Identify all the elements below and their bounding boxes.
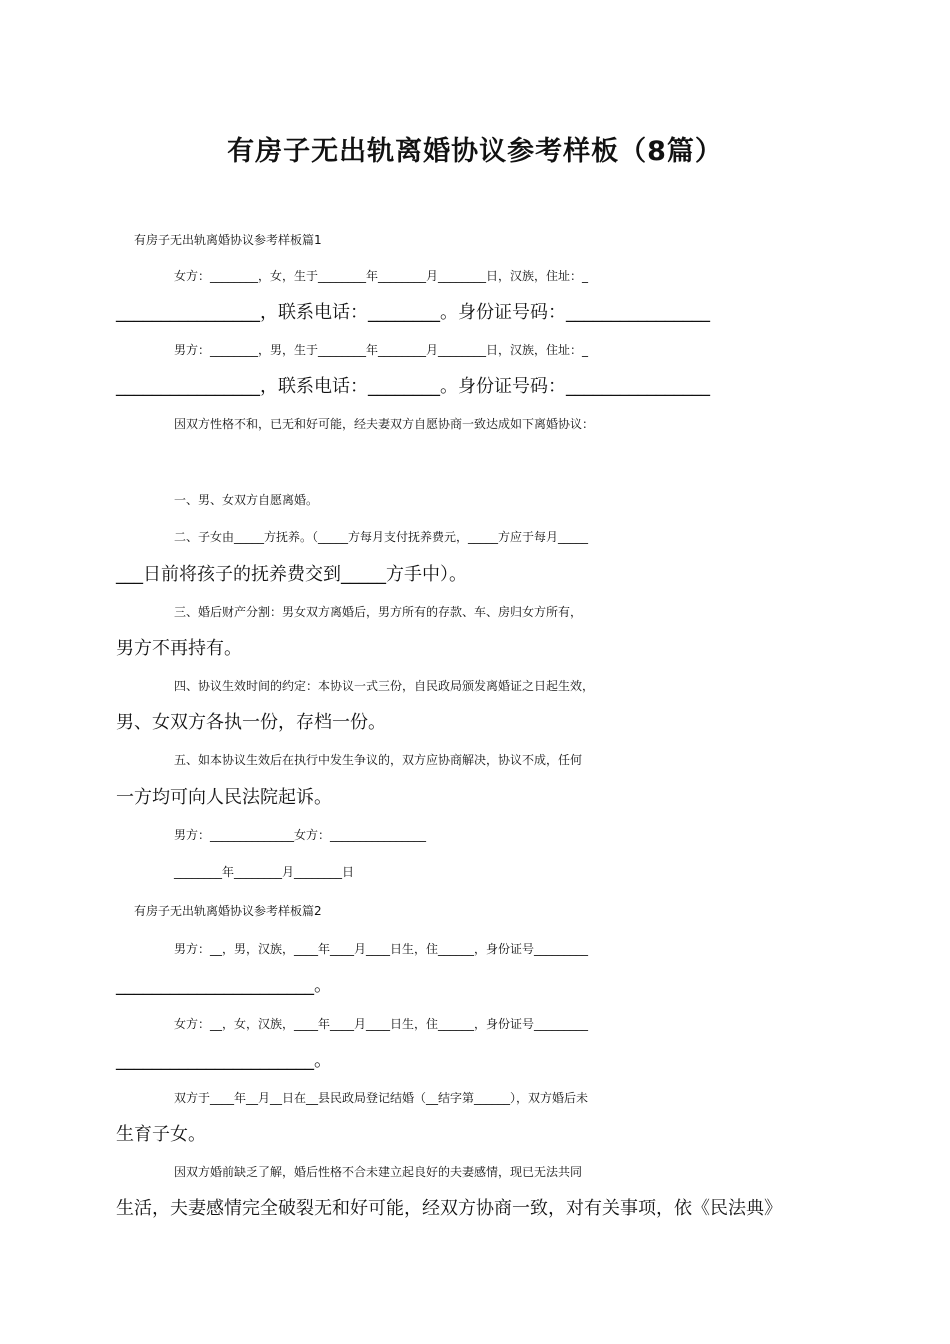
clause-4-line-1: 四、协议生效时间的约定：本协议一式三份，自民政局颁发离婚证之日起生效，	[174, 679, 595, 693]
clause-4-line-2: 男、女双方各执一份，存档一份。	[116, 712, 386, 733]
male-party-line-1: 男方：__，男，汉族，____年____月____日生，住______，身份证号_________	[174, 942, 589, 956]
clause-5-line-2: 一方均可向人民法院起诉。	[116, 787, 332, 808]
section-heading-1: 有房子无出轨离婚协议参考样板篇1	[134, 233, 322, 247]
clause-1: 一、男、女双方自愿离婚。	[174, 493, 319, 507]
document-title: 有房子无出轨离婚协议参考样板（8篇）	[227, 136, 723, 167]
clause-3-line-1: 三、婚后财产分割：男女双方离婚后，男方所有的存款、车、房归女方所有，	[174, 605, 583, 619]
party-female-line-2: ________________，联系电话：________。身份证号码：________________	[116, 302, 710, 323]
party-female-line-1: 女方：________，女，生于________年________月________日，汉族，住址：_	[174, 269, 589, 283]
clause-3-line-2: 男方不再持有。	[116, 638, 242, 659]
female-party-line-1: 女方：__，女，汉族，____年____月____日生，住______，身份证号_________	[174, 1017, 589, 1031]
clause-2-line-1: 二、子女由_____方抚养。（_____方每月支付抚养费元，_____方应于每月_____	[174, 530, 589, 544]
clause-2-line-2: ___日前将孩子的抚养费交到_____方手中）。	[116, 564, 467, 585]
party-male-line-1: 男方：________，男，生于________年________月________日，汉族，住址：_	[174, 343, 589, 357]
party-male-line-2: ________________，联系电话：________。身份证号码：________________	[116, 376, 710, 397]
preamble: 因双方性格不和，已无和好可能，经夫妻双方自愿协商一致达成如下离婚协议：	[174, 417, 595, 431]
marriage-registration-line-2: 生育子女。	[116, 1124, 206, 1145]
reason-line-2: 生活，夫妻感情完全破裂无和好可能，经双方协商一致，对有关事项，依《民法典》	[116, 1198, 782, 1219]
date-line: ________年________月________日	[174, 865, 355, 879]
male-party-line-2: ______________________。	[116, 975, 332, 996]
female-party-line-2: ______________________。	[116, 1050, 332, 1071]
signature-line: 男方：______________女方：________________	[174, 828, 427, 842]
clause-5-line-1: 五、如本协议生效后在执行中发生争议的，双方应协商解决，协议不成，任何	[174, 753, 583, 767]
section-heading-2: 有房子无出轨离婚协议参考样板篇2	[134, 904, 322, 918]
marriage-registration-line-1: 双方于____年__月__日在__县民政局登记结婚（__结字第______），双方婚后未	[174, 1091, 589, 1105]
reason-line-1: 因双方婚前缺乏了解，婚后性格不合未建立起良好的夫妻感情，现已无法共同	[174, 1165, 583, 1179]
